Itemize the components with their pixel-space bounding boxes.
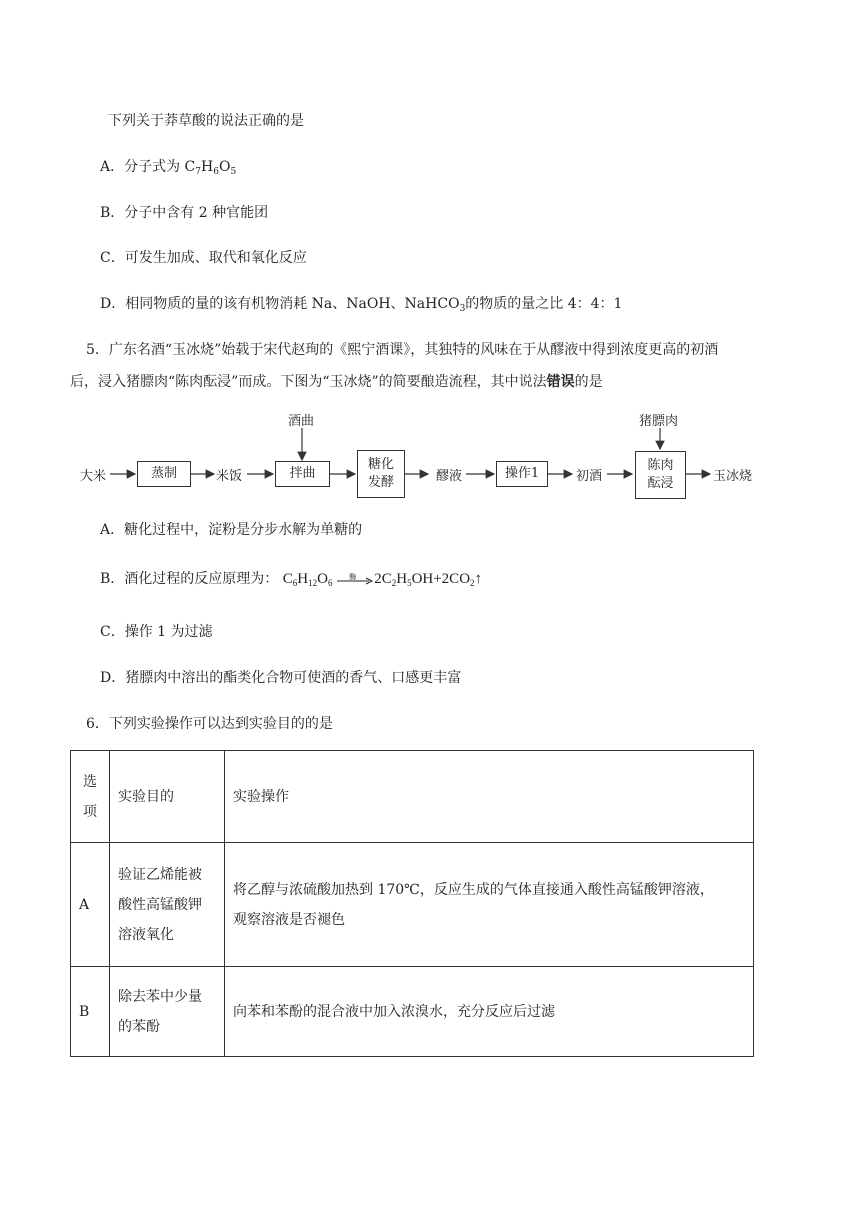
flow-box-operation1: 操作1 [496, 461, 548, 487]
flow-cooked-rice: 米饭 [216, 469, 243, 484]
flow-box-saccharify: 糖化 发酵 [357, 450, 405, 498]
catalyst-arrow: 酶 [336, 573, 374, 587]
experiment-table [70, 750, 754, 1057]
fermentation-equation: $C_6H_{12}O_6$ 酶 $2C_2H_5OH+2CO_2↑$ [282, 571, 483, 588]
q6-stem: 6．下列实验操作可以达到实验目的的是 [86, 716, 333, 732]
table-header-row [71, 751, 754, 843]
header-operation: 实验操作 [225, 751, 754, 843]
q5-option-a: A．糖化过程中，淀粉是分步水解为单糖的 [100, 522, 363, 538]
flow-jiuqu: 酒曲 [288, 414, 315, 429]
q5-stem-line1: 5．广东名酒“玉冰烧”始载于宋代赵珣的《熙宁酒课》，其独特的风味在于从醪液中得到浓度更高的初酒 [86, 342, 719, 358]
row-a-option: A [71, 843, 110, 967]
flow-pork: 猪膘肉 [639, 414, 679, 429]
row-b-option: B [71, 967, 110, 1057]
table-row [71, 843, 754, 967]
option-d: D．相同物质的量的该有机物消耗 Na、NaOH、NaHCO$_3$的物质的量之比 4：4：1 [100, 296, 623, 314]
header-purpose: 实验目的 [110, 751, 225, 843]
row-a-operation: 将乙醇与浓硫酸加热到 170℃，反应生成的气体直接通入酸性高锰酸钾溶液， 观察溶液是否褪色 [225, 843, 754, 967]
flow-box-soak: 陈肉 酝浸 [635, 451, 686, 499]
q5-stem-line2: 后，浸入猪膘肉“陈肉酝浸”而成。下图为“玉冰烧”的简要酿造流程，其中说法错误的是 [70, 374, 603, 390]
row-b-purpose: 除去苯中少量 的苯酚 [110, 967, 225, 1057]
header-option: 选 项 [71, 751, 110, 843]
flow-final-product: 玉冰烧 [713, 469, 753, 484]
q5-option-c: C．操作 1 为过滤 [100, 624, 213, 640]
flow-mash: 醪液 [436, 469, 463, 484]
q5-option-d: D．猪膘肉中溶出的酯类化合物可使酒的香气、口感更丰富 [100, 670, 462, 686]
flow-rice: 大米 [80, 469, 107, 484]
row-a-purpose: 验证乙烯能被 酸性高锰酸钾 溶液氧化 [110, 843, 225, 967]
flow-first-wine: 初酒 [576, 469, 603, 484]
option-a: A．分子式为 $C_7H_6O_5$ [100, 159, 237, 177]
q5-option-b: B．酒化过程的反应原理为： $C_6H_{12}O_6$ 酶 $2C_2H_5OH+2CO_2↑$ [100, 571, 483, 588]
table-row [71, 967, 754, 1057]
row-b-operation: 向苯和苯酚的混合液中加入浓溴水，充分反应后过滤 [225, 967, 754, 1057]
flow-arrows [0, 0, 860, 520]
flow-box-mix: 拌曲 [275, 461, 330, 487]
flow-box-steam: 蒸制 [137, 461, 191, 487]
question-stem: 下列关于莽草酸的说法正确的是 [108, 113, 304, 129]
option-b: B．分子中含有 2 种官能团 [100, 205, 269, 221]
option-c: C．可发生加成、取代和氧化反应 [100, 250, 307, 266]
